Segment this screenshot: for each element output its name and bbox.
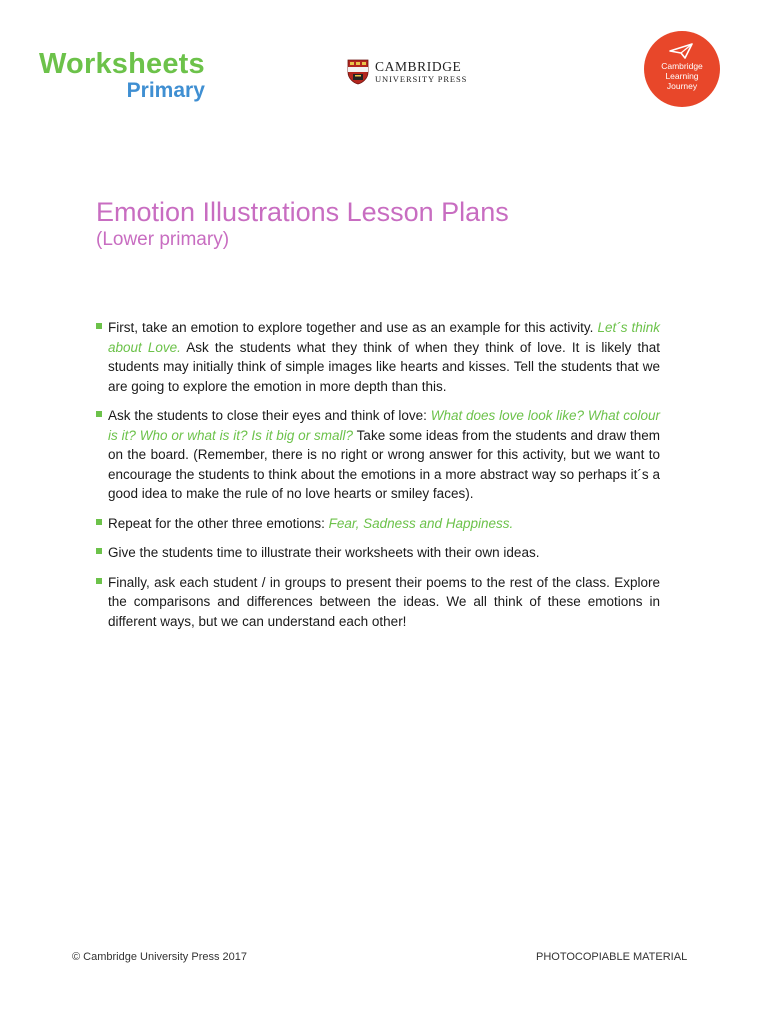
item-highlight: Fear, Sadness and Happiness.	[328, 515, 514, 531]
item-text: Ask the students what they think of when they think of love. It is likely that students may initially think of simple images like hearts and kisses. Tell the students that we are going to explore the emotion in more depth than this.	[108, 339, 660, 394]
bullet-icon	[96, 578, 102, 584]
item-text: Take some ideas from the students and draw them on the board. (Remember, there is no right or wrong answer for this activity, but we want to encourage the students to think about the emotions in a more abstract way so perhaps it´s a good idea to make the rule of no love hearts or smiley faces).	[108, 427, 660, 501]
page-subtitle: (Lower primary)	[96, 229, 230, 250]
footer-copyright: © Cambridge University Press 2017	[72, 951, 248, 963]
footer-photocopiable: PHOTOCOPIABLE MATERIAL	[536, 951, 688, 963]
publisher-subname: UNIVERSITY PRESS	[375, 73, 468, 84]
item-highlight: What does love look like? What colour is it? Who or what is it? Is it big or small?	[108, 408, 660, 443]
list-item	[96, 514, 660, 534]
item-highlight: Let´s think about Love.	[108, 320, 661, 355]
bullet-icon	[96, 411, 102, 417]
item-text: Repeat for the other three emotions:	[108, 515, 329, 531]
worksheets-primary-logo	[39, 50, 205, 101]
journey-line-3: Journey	[666, 80, 698, 91]
brand-worksheets: Worksheets	[39, 48, 205, 80]
item-text: Give the students time to illustrate their worksheets with their own ideas.	[108, 545, 540, 560]
paper-plane-icon	[668, 42, 694, 60]
bullet-icon	[96, 548, 102, 554]
item-text: Finally, ask each student / in groups to present their poems to the rest of the class. Explore the comparisons and differences between the ideas. We all think of these emotions in different ways, but we can understand each other!	[108, 574, 660, 629]
list-item	[96, 318, 660, 396]
cambridge-learning-journey-logo	[644, 31, 720, 107]
item-text: First, take an emotion to explore together and use as an example for this activity.	[108, 320, 598, 335]
bullet-icon	[96, 323, 102, 329]
cambridge-university-press-logo	[347, 59, 467, 85]
publisher-name: CAMBRIDGE	[375, 59, 462, 75]
brand-primary: Primary	[126, 79, 205, 102]
journey-line-2: Learning	[665, 70, 699, 81]
list-item	[96, 573, 660, 632]
page-title: Emotion Illustrations Lesson Plans	[96, 197, 509, 227]
journey-line-1: Cambridge	[661, 61, 703, 71]
bullet-icon	[96, 519, 102, 525]
list-item	[96, 543, 660, 563]
list-item	[96, 406, 660, 504]
cambridge-shield-icon	[347, 59, 369, 85]
lesson-steps	[96, 318, 660, 641]
item-text: Ask the students to close their eyes and think of love:	[108, 408, 431, 423]
